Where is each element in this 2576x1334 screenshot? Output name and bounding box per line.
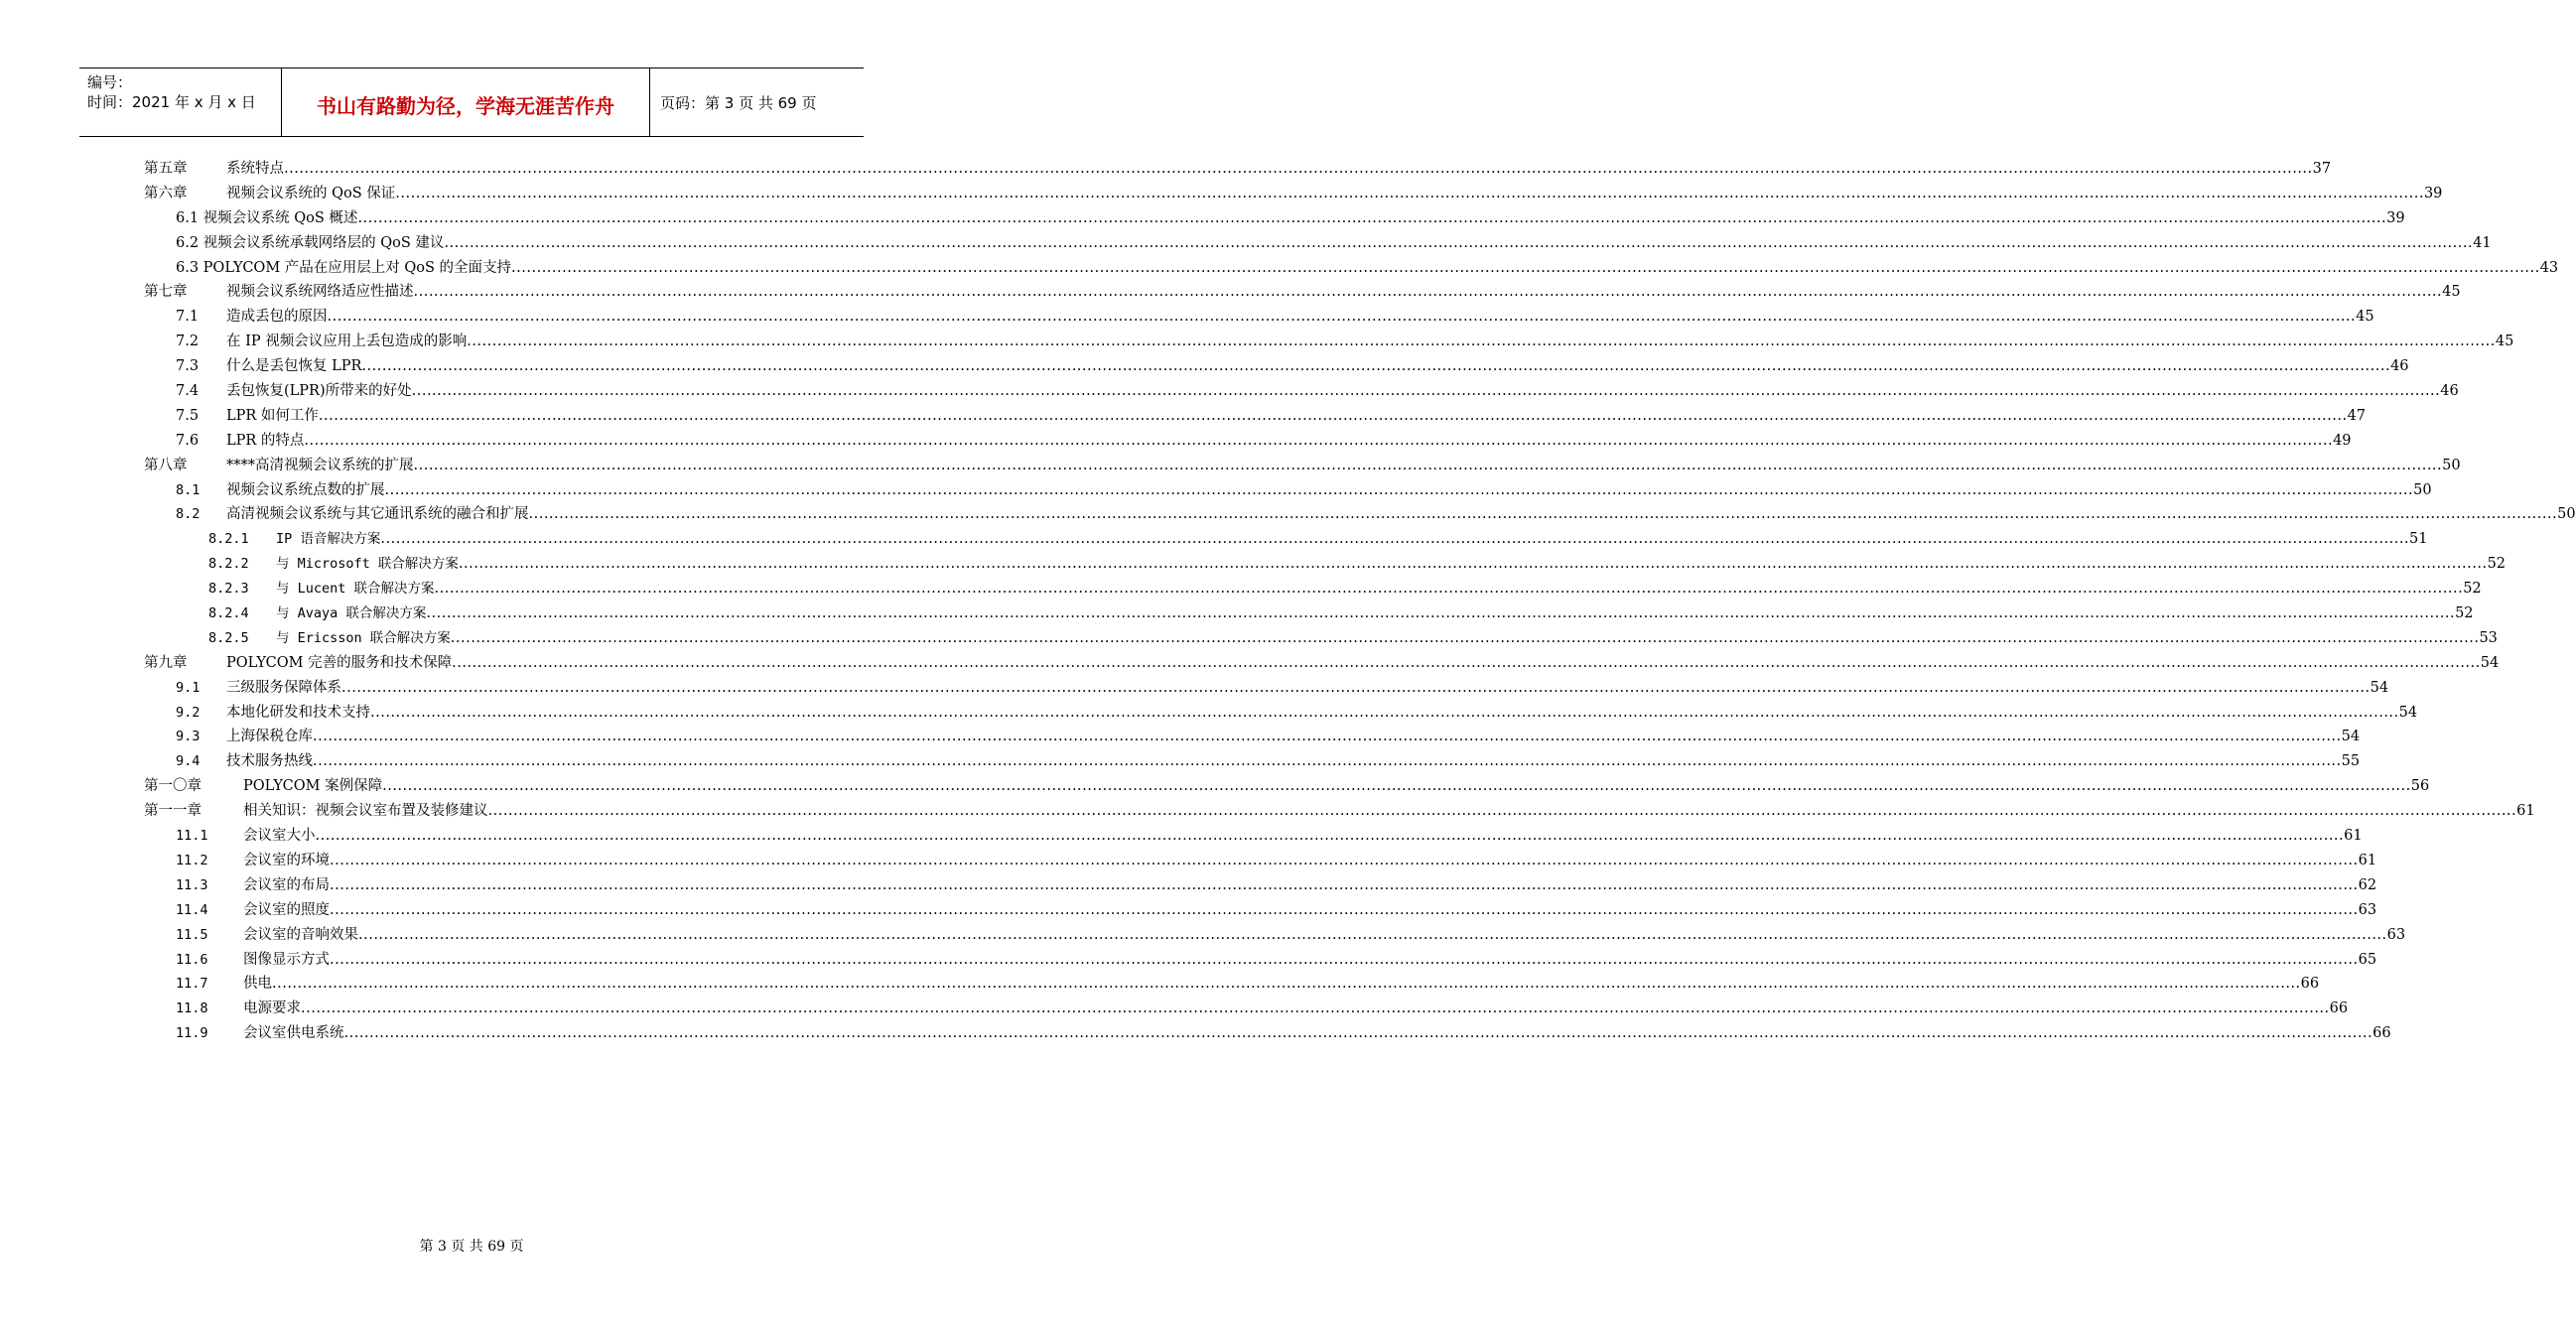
toc-entry-title: 技术服务热线 <box>226 753 313 770</box>
header-left-cell <box>79 68 282 136</box>
toc-leader-dots: ................................................................................................................................................................................................................................................................................................................................................................................................................ <box>301 1000 2330 1017</box>
page-header <box>79 67 864 137</box>
toc-entry-page: 55 <box>2341 753 2361 770</box>
toc-entry-title: 会议室供电系统 <box>243 1025 344 1042</box>
toc-leader-dots: ................................................................................................................................................................................................................................................................................................................................................................................................................ <box>452 654 2481 671</box>
toc-entry-page: 66 <box>2373 1025 2391 1042</box>
toc-leader-dots: ................................................................................................................................................................................................................................................................................................................................................................................................................ <box>272 976 2301 993</box>
toc-entry[interactable] <box>0 354 2409 379</box>
toc-entry-page: 45 <box>2495 334 2514 350</box>
toc-entry-number: 第一〇章 <box>144 778 202 795</box>
toc-entry[interactable] <box>0 330 2514 354</box>
toc-entry-page: 47 <box>2347 407 2367 424</box>
toc-leader-dots: ................................................................................................................................................................................................................................................................................................................................................................................................................ <box>358 926 2387 943</box>
toc-leader-dots: ................................................................................................................................................................................................................................................................................................................................................................................................................ <box>511 259 2540 276</box>
toc-leader-dots: ................................................................................................................................................................................................................................................................................................................................................................................................................ <box>330 876 2359 893</box>
toc-entry-page: 45 <box>2442 284 2461 301</box>
toc-entry-page: 41 <box>2473 234 2492 251</box>
toc-entry[interactable] <box>0 454 2461 478</box>
toc-entry-title: 丢包恢复(LPR)所带来的好处 <box>226 383 412 400</box>
toc-entry-number: 8.2.5 <box>208 629 249 646</box>
toc-leader-dots: ................................................................................................................................................................................................................................................................................................................................................................................................................ <box>411 383 2441 400</box>
toc-entry-page: 49 <box>2333 432 2352 449</box>
toc-entry-page: 65 <box>2358 951 2377 968</box>
header-page-info: 页码：第 3 页 共 69 页 <box>660 94 817 112</box>
toc-leader-dots: ................................................................................................................................................................................................................................................................................................................................................................................................................ <box>357 209 2387 226</box>
toc-entry-number: 11.8 <box>176 1000 208 1017</box>
toc-entry-number: 11.4 <box>176 901 208 918</box>
toc-entry-title: 造成丢包的原因 <box>226 309 328 326</box>
toc-leader-dots: ................................................................................................................................................................................................................................................................................................................................................................................................................ <box>304 432 2334 449</box>
toc-leader-dots: ................................................................................................................................................................................................................................................................................................................................................................................................................ <box>458 556 2488 573</box>
toc-entry-title: 什么是丢包恢复 LPR <box>226 358 362 375</box>
toc-entry-page: 45 <box>2356 309 2374 326</box>
toc-leader-dots: ................................................................................................................................................................................................................................................................................................................................................................................................................ <box>284 161 2313 177</box>
toc-entry[interactable] <box>0 1021 2391 1046</box>
toc-entry-number: 9.2 <box>176 704 201 721</box>
toc-entry-number: 第一一章 <box>144 803 202 820</box>
toc-leader-dots: ................................................................................................................................................................................................................................................................................................................................................................................................................ <box>467 334 2496 350</box>
toc-entry[interactable] <box>0 502 2576 527</box>
toc-entry[interactable] <box>0 997 2349 1021</box>
toc-entry-number: 8.2.3 <box>208 581 249 598</box>
toc-entry-page: 52 <box>2487 556 2507 573</box>
toc-entry-number: 7.4 <box>176 383 200 400</box>
toc-entry-title: 图像显示方式 <box>243 951 330 968</box>
toc-leader-dots: ................................................................................................................................................................................................................................................................................................................................................................................................................ <box>330 852 2359 868</box>
toc-entry-number: 9.4 <box>176 753 201 770</box>
toc-entry-title: POLYCOM 案例保障 <box>243 778 383 795</box>
document-date: 时间：2021 年 x 月 x 日 <box>87 93 256 111</box>
toc-entry-title: 供电 <box>243 976 272 993</box>
toc-entry-title: 视频会议系统点数的扩展 <box>226 481 385 498</box>
toc-entry-title: 会议室大小 <box>243 828 316 845</box>
toc-entry-title: POLYCOM 完善的服务和技术保障 <box>226 654 453 671</box>
toc-entry[interactable] <box>0 231 2492 256</box>
document-number-label: 编号： <box>87 73 133 91</box>
toc-entry[interactable] <box>0 478 2432 503</box>
toc-entry[interactable] <box>0 873 2377 898</box>
toc-entry-page: 53 <box>2479 629 2498 646</box>
toc-entry-title: 系统特点 <box>226 161 284 177</box>
header-motto: 书山有路勤为径，学海无涯苦作舟 <box>317 94 614 118</box>
toc-entry-number: 第七章 <box>144 284 188 301</box>
toc-entry-page: 51 <box>2409 531 2428 548</box>
header-right-cell <box>650 68 864 136</box>
toc-entry[interactable] <box>0 849 2377 873</box>
toc-entry-page: 54 <box>2370 679 2389 696</box>
toc-entry[interactable] <box>0 404 2367 429</box>
toc-leader-dots: ................................................................................................................................................................................................................................................................................................................................................................................................................ <box>315 828 2345 845</box>
toc-entry-title: 6.2 视频会议系统承载网络层的 QoS 建议 <box>176 234 445 251</box>
toc-entry-page: 50 <box>2557 506 2576 523</box>
toc-leader-dots: ................................................................................................................................................................................................................................................................................................................................................................................................................ <box>313 753 2342 770</box>
toc-leader-dots: ................................................................................................................................................................................................................................................................................................................................................................................................................ <box>395 185 2424 201</box>
toc-entry-title: 视频会议系统的 QoS 保证 <box>226 185 396 201</box>
toc-entry-page: 46 <box>2390 358 2409 375</box>
toc-leader-dots: ................................................................................................................................................................................................................................................................................................................................................................................................................ <box>450 629 2480 646</box>
toc-entry[interactable] <box>0 948 2377 973</box>
toc-leader-dots: ................................................................................................................................................................................................................................................................................................................................................................................................................ <box>528 506 2558 523</box>
toc-leader-dots: ................................................................................................................................................................................................................................................................................................................................................................................................................ <box>341 679 2371 696</box>
toc-entry[interactable] <box>0 182 2443 206</box>
toc-entry-number: 7.6 <box>176 432 200 449</box>
toc-entry-page: 52 <box>2455 605 2474 622</box>
toc-entry-title: 会议室的照度 <box>243 901 330 918</box>
toc-entry[interactable] <box>0 923 2406 948</box>
toc-entry-page: 66 <box>2329 1000 2349 1017</box>
toc-entry-number: 7.1 <box>176 309 200 326</box>
toc-entry[interactable] <box>0 774 2430 799</box>
toc-entry-number: 8.2.2 <box>208 556 249 573</box>
toc-entry-page: 54 <box>2480 654 2500 671</box>
toc-entry-title: 与 Microsoft 联合解决方案 <box>276 556 459 573</box>
toc-entry-title: LPR 如何工作 <box>226 407 319 424</box>
toc-entry-page: 46 <box>2440 383 2459 400</box>
toc-entry-number: 8.2.4 <box>208 605 249 622</box>
toc-entry-number: 9.1 <box>176 679 201 696</box>
toc-entry-page: 61 <box>2358 852 2377 868</box>
toc-entry-title: IP 语音解决方案 <box>276 531 381 548</box>
toc-leader-dots: ................................................................................................................................................................................................................................................................................................................................................................................................................ <box>330 901 2359 918</box>
toc-entry-number: 11.3 <box>176 876 208 893</box>
toc-entry-number: 11.9 <box>176 1025 208 1042</box>
toc-entry-title: 会议室的环境 <box>243 852 330 868</box>
toc-entry-title: ****高清视频会议系统的扩展 <box>226 457 414 473</box>
toc-entry-title: 本地化研发和技术支持 <box>226 704 370 721</box>
toc-leader-dots: ................................................................................................................................................................................................................................................................................................................................................................................................................ <box>382 778 2411 795</box>
toc-entry[interactable] <box>0 157 2332 182</box>
toc-entry[interactable] <box>0 799 2535 824</box>
toc-entry[interactable] <box>0 701 2418 726</box>
toc-entry-page: 43 <box>2539 259 2559 276</box>
toc-leader-dots: ................................................................................................................................................................................................................................................................................................................................................................................................................ <box>413 284 2443 301</box>
toc-entry-page: 50 <box>2413 481 2432 498</box>
toc-entry[interactable] <box>0 601 2474 626</box>
toc-entry[interactable] <box>0 626 2498 651</box>
toc-entry-number: 第八章 <box>144 457 188 473</box>
toc-entry-title: 三级服务保障体系 <box>226 679 341 696</box>
toc-entry[interactable] <box>0 305 2374 330</box>
toc-leader-dots: ................................................................................................................................................................................................................................................................................................................................................................................................................ <box>343 1025 2373 1042</box>
toc-entry-title: 视频会议系统网络适应性描述 <box>226 284 414 301</box>
toc-leader-dots: ................................................................................................................................................................................................................................................................................................................................................................................................................ <box>318 407 2348 424</box>
toc-entry[interactable] <box>0 824 2363 849</box>
toc-entry-number: 8.1 <box>176 481 201 498</box>
toc-entry[interactable] <box>0 972 2320 997</box>
toc-entry[interactable] <box>0 206 2405 231</box>
toc-entry-number: 第五章 <box>144 161 188 177</box>
toc-entry-number: 7.2 <box>176 334 200 350</box>
toc-entry-number: 8.2 <box>176 506 201 523</box>
toc-entry[interactable] <box>0 749 2361 774</box>
toc-entry-number: 7.5 <box>176 407 200 424</box>
toc-entry-title: 与 Ericsson 联合解决方案 <box>276 629 451 646</box>
toc-entry[interactable] <box>0 676 2389 701</box>
toc-entry-number: 9.3 <box>176 729 201 745</box>
toc-leader-dots: ................................................................................................................................................................................................................................................................................................................................................................................................................ <box>444 234 2474 251</box>
toc-entry-number: 11.5 <box>176 926 208 943</box>
toc-entry-number: 11.7 <box>176 976 208 993</box>
toc-entry[interactable] <box>0 429 2352 454</box>
toc-entry-page: 61 <box>2344 828 2363 845</box>
toc-entry[interactable] <box>0 552 2507 577</box>
toc-leader-dots: ................................................................................................................................................................................................................................................................................................................................................................................................................ <box>487 803 2517 820</box>
toc-entry[interactable] <box>0 651 2500 676</box>
toc-leader-dots: ................................................................................................................................................................................................................................................................................................................................................................................................................ <box>370 704 2399 721</box>
toc-entry[interactable] <box>0 527 2428 552</box>
toc-entry-title: 6.3 POLYCOM 产品在应用层上对 QoS 的全面支持 <box>176 259 512 276</box>
toc-leader-dots: ................................................................................................................................................................................................................................................................................................................................................................................................................ <box>380 531 2410 548</box>
toc-entry-page: 56 <box>2410 778 2430 795</box>
toc-entry-title: 6.1 视频会议系统 QoS 概述 <box>176 209 358 226</box>
toc-entry[interactable] <box>0 725 2361 749</box>
toc-leader-dots: ................................................................................................................................................................................................................................................................................................................................................................................................................ <box>413 457 2443 473</box>
toc-leader-dots: ................................................................................................................................................................................................................................................................................................................................................................................................................ <box>384 481 2414 498</box>
toc-entry-number: 第六章 <box>144 185 188 201</box>
toc-entry-page: 54 <box>2398 704 2418 721</box>
toc-entry-page: 66 <box>2300 976 2320 993</box>
toc-entry-page: 62 <box>2358 876 2377 893</box>
toc-leader-dots: ................................................................................................................................................................................................................................................................................................................................................................................................................ <box>327 309 2357 326</box>
toc-entry-page: 39 <box>2386 209 2405 226</box>
header-middle-cell <box>282 68 650 136</box>
toc-entry[interactable] <box>0 577 2482 601</box>
toc-entry-title: 会议室的音响效果 <box>243 926 358 943</box>
toc-entry-title: 与 Avaya 联合解决方案 <box>276 605 427 622</box>
toc-leader-dots: ................................................................................................................................................................................................................................................................................................................................................................................................................ <box>361 358 2391 375</box>
toc-leader-dots: ................................................................................................................................................................................................................................................................................................................................................................................................................ <box>434 581 2464 598</box>
toc-entry[interactable] <box>0 280 2461 305</box>
toc-entry[interactable] <box>0 256 2559 281</box>
toc-entry-page: 63 <box>2358 901 2377 918</box>
toc-entry[interactable] <box>0 379 2459 404</box>
toc-entry-title: 电源要求 <box>243 1000 301 1017</box>
toc-entry-number: 11.1 <box>176 828 208 845</box>
toc-entry-page: 39 <box>2423 185 2443 201</box>
toc-entry-page: 50 <box>2442 457 2461 473</box>
toc-entry-page: 54 <box>2341 729 2361 745</box>
toc-entry-title: 在 IP 视频会议应用上丢包造成的影响 <box>226 334 468 350</box>
toc-entry-number: 8.2.1 <box>208 531 249 548</box>
toc-entry[interactable] <box>0 898 2377 923</box>
toc-entry-page: 37 <box>2312 161 2332 177</box>
table-of-contents <box>0 157 2576 1046</box>
page-footer: 第 3 页 共 69 页 <box>419 1239 524 1255</box>
toc-leader-dots: ................................................................................................................................................................................................................................................................................................................................................................................................................ <box>426 605 2456 622</box>
toc-entry-number: 11.2 <box>176 852 208 868</box>
toc-entry-number: 11.6 <box>176 951 208 968</box>
toc-leader-dots: ................................................................................................................................................................................................................................................................................................................................................................................................................ <box>313 729 2342 745</box>
toc-leader-dots: ................................................................................................................................................................................................................................................................................................................................................................................................................ <box>330 951 2359 968</box>
toc-entry-title: LPR 的特点 <box>226 432 305 449</box>
toc-entry-title: 与 Lucent 联合解决方案 <box>276 581 435 598</box>
toc-entry-number: 7.3 <box>176 358 200 375</box>
toc-entry-number: 第九章 <box>144 654 188 671</box>
toc-entry-page: 61 <box>2516 803 2535 820</box>
toc-entry-title: 相关知识：视频会议室布置及装修建议 <box>243 803 488 820</box>
toc-entry-title: 高清视频会议系统与其它通讯系统的融合和扩展 <box>226 506 529 523</box>
toc-entry-title: 上海保税仓库 <box>226 729 313 745</box>
toc-entry-page: 63 <box>2386 926 2406 943</box>
toc-entry-page: 52 <box>2463 581 2482 598</box>
toc-entry-title: 会议室的布局 <box>243 876 330 893</box>
